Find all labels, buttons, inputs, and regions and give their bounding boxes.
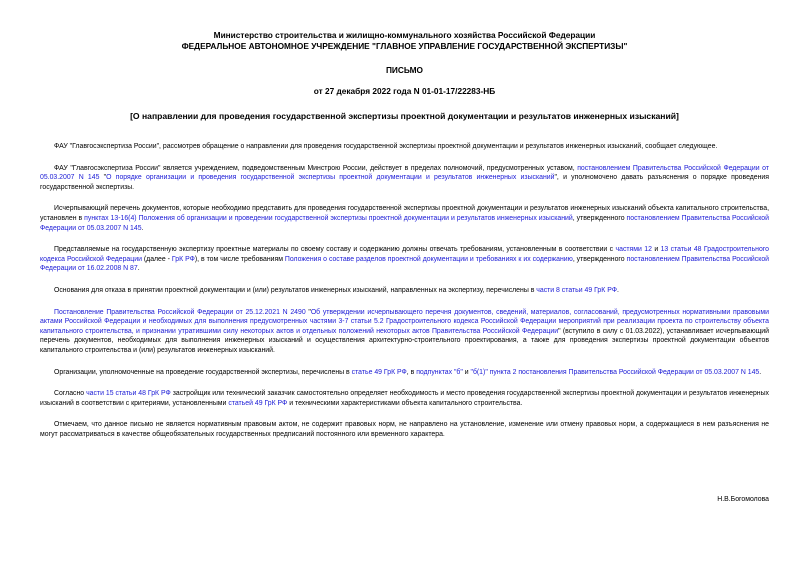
paragraph-text: Основания для отказа в принятии проектной документации и (или) результатов инженерных изысканий, направленных на экспертизу, перечислены в bbox=[54, 286, 537, 294]
paragraph-text: Представляемые на государственную экспертизу проектные материалы по своему составу и содержанию должны отвечать требованиям, установленным в соответствии с bbox=[54, 246, 616, 254]
document-link[interactable]: подпунктах "б" bbox=[416, 368, 463, 376]
paragraph-text: ФАУ "Главгосэкспертиза России", рассмотрев обращение о направлении для проведения государственной экспертизы проектной документации и результатов инженерных изысканий, сообщает следующее. bbox=[54, 143, 718, 150]
paragraph-text: " (вступило в силу с 01.03.2022), устанавливает исчерпывающий перечень документов, необходимых для выполнения инженерных изысканий и осуществления архитектурно-строительного проектирования, а также для проведения экспертизы проектной документации объектов капитального строительства и (или) результатов инженерных изысканий. bbox=[40, 327, 770, 354]
paragraph-text: . bbox=[137, 265, 140, 273]
paragraph-text: и техническими характеристиками объекта капитального строительства. bbox=[287, 399, 523, 407]
document-link[interactable]: "б(1)" пункта 2 постановления Правительства Российской Федерации от 05.03.2007 N 145 bbox=[470, 368, 760, 376]
document-link[interactable]: ГрК РФ bbox=[171, 255, 195, 263]
paragraph-text: ), в том числе требованиям bbox=[194, 255, 285, 263]
paragraph bbox=[40, 142, 769, 152]
signature: Н.В.Богомолова bbox=[717, 496, 769, 503]
paragraph bbox=[40, 204, 769, 233]
document-link[interactable]: части 15 статьи 48 ГрК РФ bbox=[86, 390, 171, 398]
paragraph-text: . bbox=[616, 286, 619, 294]
paragraph-text: и bbox=[462, 368, 471, 376]
paragraph bbox=[40, 420, 769, 439]
ministry-name: Министерство строительства и жилищно-коммунального хозяйства Российской Федерации bbox=[213, 30, 596, 40]
document-type: ПИСЬМО bbox=[385, 65, 424, 75]
document-link[interactable]: постановлением Правительства Российской Федерации от 05.03.2007 N 145 bbox=[40, 214, 769, 232]
paragraph bbox=[40, 286, 769, 296]
document-link[interactable]: Постановление Правительства Российской Федерации от 25.12.2021 N 2490 bbox=[54, 308, 306, 316]
document-link[interactable]: 13 статьи 48 Градостроительного кодекса Российской Федерации bbox=[40, 246, 769, 263]
paragraph-text: ", и уполномочено давать разъяснения о порядке проведения государственной экспертизы. bbox=[40, 174, 769, 191]
document-link[interactable]: О порядке организации и проведения государственной экспертизы проектной документации и результатов инженерных изысканий bbox=[106, 174, 555, 182]
paragraph-text: Согласно bbox=[54, 390, 87, 398]
paragraph-text: и bbox=[651, 246, 661, 254]
document-link[interactable]: пунктах 13-16(4) Положения об организации и проведении государственной экспертизы проектной документации и результатов инженерных изысканий bbox=[84, 214, 573, 222]
document-subject: [О направлении для проведения государственной экспертизы проектной документации и результатов инженерных изысканий] bbox=[130, 111, 679, 121]
paragraph-text: . bbox=[141, 224, 144, 232]
paragraph-text: застройщик или технический заказчик самостоятельно определяет необходимость и место проведения государственной экспертизы проектной документации и результатов инженерных изысканий в соответствии с критериями, установленными bbox=[40, 390, 769, 407]
document-link[interactable]: Об утверждении исчерпывающего перечня документов, сведений, материалов, согласований, предусмотренных нормативными правовыми актами Российской Федерации и необходимых для выполнения предусмотренных частями 3-7 статьи 5.2 Градостроительного кодекса Российской Федерации мероприятий при реализации проекта по строительству объекта капитального строительства, и признании утратившими силу некоторых актов и отдельных положений некоторых актов Правительства Российской Федерации bbox=[40, 308, 769, 335]
agency-name: ФЕДЕРАЛЬНОЕ АВТОНОМНОЕ УЧРЕЖДЕНИЕ "ГЛАВНОЕ УПРАВЛЕНИЕ ГОСУДАРСТВЕННОЙ ЭКСПЕРТИЗЫ" bbox=[181, 41, 628, 51]
paragraph-text: . bbox=[759, 368, 762, 376]
paragraph-text: , утвержденного bbox=[572, 214, 627, 222]
paragraph-text: Исчерпывающий перечень документов, которые необходимо представить для проведения государственной экспертизы проектной документации и результатов инженерных изысканий объекта капитального строительства, установлен в bbox=[40, 205, 769, 222]
paragraph bbox=[40, 164, 769, 193]
paragraph-text: ФАУ "Главгосэкспертиза России" является учреждением, подведомственным Минстрою России, действует в пределах полномочий, предусмотренных уставом, bbox=[54, 164, 578, 172]
paragraph bbox=[40, 308, 769, 356]
paragraph-text: " bbox=[305, 308, 311, 316]
paragraph-text: Организации, уполномоченные на проведение государственной экспертизы, перечислены в bbox=[54, 368, 352, 376]
document-link[interactable]: постановлением Правительства Российской Федерации от 16.02.2008 N 87 bbox=[40, 255, 770, 273]
document-link[interactable]: Положения о составе разделов проектной документации и требованиях к их содержанию bbox=[284, 255, 573, 263]
document-link[interactable]: постановлением Правительства Российской Федерации от 05.03.2007 N 145 bbox=[40, 164, 769, 182]
paragraph-text: (далее - bbox=[141, 255, 172, 263]
document-link[interactable]: части 8 статьи 49 ГрК РФ bbox=[536, 286, 617, 294]
document-body bbox=[40, 142, 769, 439]
paragraph bbox=[40, 389, 769, 408]
document-date-number: от 27 декабря 2022 года N 01-01-17/22283-НБ bbox=[313, 86, 496, 96]
paragraph bbox=[40, 368, 769, 378]
paragraph-text: " bbox=[99, 174, 107, 182]
paragraph-text: , в bbox=[406, 368, 417, 376]
document-link[interactable]: статьей 49 ГрК РФ bbox=[228, 399, 288, 407]
document-link[interactable]: статье 49 ГрК РФ bbox=[351, 368, 407, 376]
paragraph bbox=[40, 245, 769, 274]
paragraph-text: , утвержденного bbox=[572, 255, 627, 263]
paragraph-text: Отмечаем, что данное письмо не является нормативным правовым актом, не содержит правовых норм, не направлено на установление, изменение или отмену правовых норм, а содержащиеся в нем разъяснения не могут рассматриваться в качестве общеобязательных государственных предписаний постоянного или временного характера. bbox=[40, 421, 769, 438]
document-link[interactable]: частями 12 bbox=[615, 246, 652, 254]
